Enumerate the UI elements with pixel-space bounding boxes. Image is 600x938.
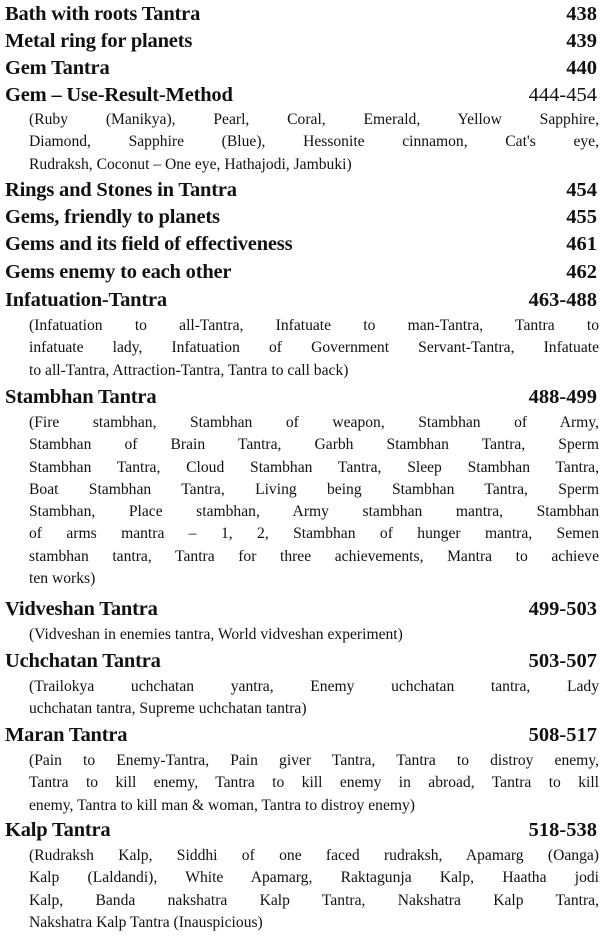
detail-line: (Infatuation to all-Tantra, Infatuate to man-Tantra, Tantra to	[29, 317, 599, 334]
toc-entry	[5, 724, 597, 748]
toc-entry	[5, 386, 597, 410]
entry-detail	[29, 750, 599, 817]
entry-page-number: 518-538	[528, 819, 597, 841]
entry-detail	[29, 624, 599, 646]
detail-line: stambhan tantra, Tantra for three achievements, Mantra to achieve	[29, 547, 599, 565]
detail-line: (Ruby (Manikya), Pearl, Coral, Emerald, Yellow Sapphire,	[29, 111, 599, 128]
entry-page-number: 499-503	[528, 598, 597, 620]
entry-detail	[29, 109, 599, 176]
detail-line: Stambhan Tantra, Cloud Stambhan Tantra, Sleep Stambhan Tantra,	[29, 458, 599, 476]
detail-line: ten works)	[29, 570, 96, 588]
entry-page-number: 438	[566, 3, 597, 25]
detail-line: infatuate lady, Infatuation of Government Servant-Tantra, Infatuate	[29, 339, 599, 357]
detail-line: Kalp (Laldandi), White Apamarg, Raktagunja Kalp, Haatha jodi	[29, 869, 599, 887]
detail-line: Tantra to kill enemy, Tantra to kill enemy in abroad, Tantra to kill	[29, 774, 599, 792]
detail-line: Rudraksh, Coconut – One eye, Hathajodi, Jambuki)	[29, 155, 352, 173]
toc-entry	[5, 57, 597, 81]
detail-line: Stambhan of Brain Tantra, Garbh Stambhan Tantra, Sperm	[29, 436, 599, 454]
entry-page-number: 461	[566, 233, 597, 255]
toc-entry	[5, 206, 597, 230]
detail-line: to all-Tantra, Attraction-Tantra, Tantra to call back)	[29, 361, 349, 379]
entry-title: Infatuation-Tantra	[5, 289, 167, 311]
entry-page-number: 444-454	[528, 84, 597, 106]
entry-title: Bath with roots Tantra	[5, 3, 201, 25]
entry-title: Gems and its field of effectiveness	[5, 233, 293, 255]
entry-detail	[29, 676, 599, 721]
detail-line: Diamond, Sapphire (Blue), Hessonite cinnamon, Cat's eye,	[29, 133, 599, 151]
toc-entry	[5, 261, 597, 285]
detail-line: of arms mantra – 1, 2, Stambhan of hunger mantra, Semen	[29, 525, 599, 543]
entry-title: Gem – Use-Result-Method	[5, 84, 233, 106]
toc-entry	[5, 179, 597, 203]
detail-line: (Rudraksh Kalp, Siddhi of one faced rudraksh, Apamarg (Oanga)	[29, 847, 599, 864]
detail-line: Nakshatra Kalp Tantra (Inauspicious)	[29, 913, 263, 931]
entry-page-number: 439	[566, 30, 597, 52]
detail-line: enemy, Tantra to kill man & woman, Tantra to distroy enemy)	[29, 796, 415, 814]
entry-title: Kalp Tantra	[5, 819, 111, 841]
detail-line: (Vidveshan in enemies tantra, World vidveshan experiment)	[29, 626, 403, 643]
entry-title: Rings and Stones in Tantra	[5, 179, 237, 201]
detail-line: (Fire stambhan, Stambhan of weapon, Stambhan of Army,	[29, 414, 599, 431]
entry-title: Metal ring for planets	[5, 30, 193, 52]
entry-title: Uchchatan Tantra	[5, 650, 161, 672]
toc-entry	[5, 30, 597, 54]
toc-entry	[5, 289, 597, 313]
entry-page-number: 455	[566, 206, 597, 228]
toc-entry	[5, 84, 597, 108]
entry-page-number: 488-499	[528, 386, 597, 408]
entry-title: Maran Tantra	[5, 724, 128, 746]
toc-entry	[5, 819, 597, 843]
entry-title: Vidveshan Tantra	[5, 598, 158, 620]
toc-entry	[5, 233, 597, 257]
entry-page-number: 508-517	[528, 724, 597, 746]
entry-page-number: 454	[566, 179, 597, 201]
entry-detail	[29, 845, 599, 934]
entry-detail	[29, 412, 599, 590]
detail-line: Stambhan, Place stambhan, Army stambhan mantra, Stambhan	[29, 503, 599, 521]
entry-page-number: 503-507	[528, 650, 597, 672]
detail-line: uchchatan tantra, Supreme uchchatan tantra)	[29, 700, 307, 718]
toc-entry	[5, 3, 597, 27]
entry-detail	[29, 315, 599, 382]
entry-title: Gems enemy to each other	[5, 261, 232, 283]
toc-entry	[5, 598, 597, 622]
entry-title: Gem Tantra	[5, 57, 110, 79]
detail-line: Kalp, Banda nakshatra Kalp Tantra, Nakshatra Kalp Tantra,	[29, 891, 599, 909]
detail-line: Boat Stambhan Tantra, Living being Stambhan Tantra, Sperm	[29, 480, 599, 498]
entry-page-number: 463-488	[528, 289, 597, 311]
detail-line: (Trailokya uchchatan yantra, Enemy uchchatan tantra, Lady	[29, 678, 599, 695]
entry-page-number: 440	[566, 57, 597, 79]
toc-entry	[5, 650, 597, 674]
entry-page-number: 462	[566, 261, 597, 283]
entry-title: Stambhan Tantra	[5, 386, 157, 408]
entry-title: Gems, friendly to planets	[5, 206, 220, 228]
detail-line: (Pain to Enemy-Tantra, Pain giver Tantra, Tantra to distroy enemy,	[29, 752, 599, 769]
